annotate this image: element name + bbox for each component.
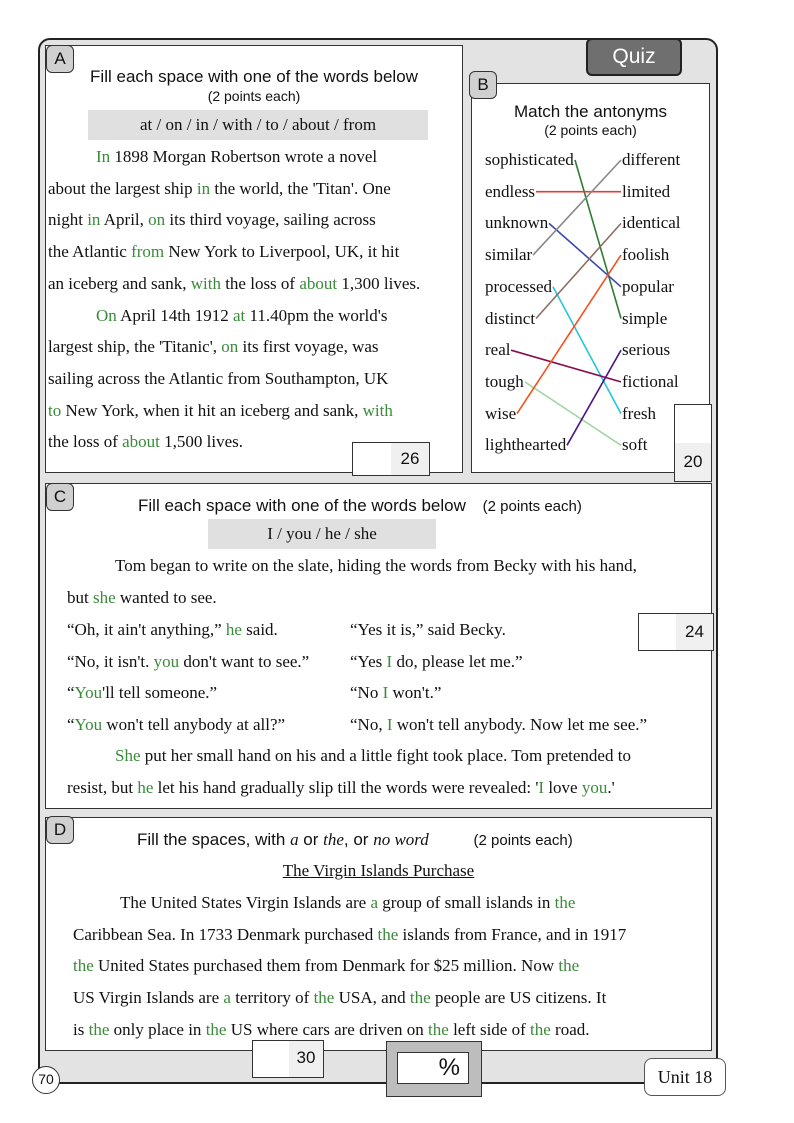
filled-answer[interactable]: at — [232, 305, 246, 325]
passage-line — [96, 147, 377, 167]
score-points: 26 — [391, 443, 429, 475]
text-segment: put her small hand on his and a little fight took place. Tom pretended to — [140, 746, 631, 765]
filled-answer[interactable]: I — [382, 683, 389, 703]
filled-answer[interactable]: You — [74, 715, 103, 735]
score-points: 24 — [676, 614, 713, 650]
text-segment: April, — [100, 210, 149, 230]
story-line — [115, 556, 637, 576]
antonym-left-word[interactable]: unknown — [485, 213, 549, 233]
text-segment: but — [67, 588, 93, 607]
filled-answer[interactable]: In — [96, 147, 111, 166]
score-answer-field[interactable] — [353, 443, 392, 475]
antonym-right-word[interactable]: popular — [622, 276, 674, 296]
filled-answer[interactable]: I — [538, 778, 545, 797]
text-segment: “ — [67, 715, 75, 735]
section-a-word-bank: at / on / in / with / to / about / from — [88, 110, 428, 140]
text-segment: territory of — [230, 988, 314, 1008]
text-segment: only place in — [109, 1019, 206, 1039]
filled-answer[interactable]: On — [96, 305, 117, 325]
score-answer-field[interactable] — [253, 1041, 290, 1077]
text-segment: “ — [67, 683, 75, 703]
text-segment: love — [544, 778, 582, 797]
text-segment: United States purchased them from Denmark for $25 million. Now — [93, 956, 559, 976]
section-d-title — [137, 830, 573, 850]
antonym-left-word[interactable]: wise — [485, 403, 517, 423]
filled-answer[interactable]: you — [581, 778, 608, 797]
text-segment: about the largest ship — [48, 178, 197, 198]
text-segment: US where cars are driven on — [226, 1019, 429, 1039]
filled-answer[interactable]: a — [370, 893, 379, 912]
filled-answer[interactable]: the — [409, 988, 431, 1008]
antonym-left-word[interactable]: similar — [485, 245, 533, 265]
text-segment: USA, and — [334, 988, 410, 1008]
dialog-line-right — [350, 715, 647, 735]
text-segment: an iceberg and sank, — [48, 273, 191, 293]
antonym-left-word[interactable]: real — [485, 340, 511, 360]
text-segment: “No, — [350, 715, 387, 735]
filled-answer[interactable]: the — [428, 1019, 449, 1039]
antonym-right-word[interactable]: limited — [622, 181, 671, 201]
percent-box — [386, 1041, 482, 1097]
title-word-the: the — [323, 830, 344, 849]
text-segment: wanted to see. — [115, 588, 217, 607]
passage-line — [96, 306, 387, 326]
text-segment: .' — [607, 778, 615, 797]
text-segment: won't tell anybody at all?” — [102, 715, 286, 735]
section-c-points: (2 points each) — [482, 498, 582, 515]
antonym-right-word[interactable]: different — [622, 150, 681, 169]
filled-answer[interactable]: the — [530, 1019, 551, 1039]
text-segment: sailing across the Atlantic from Southampton, UK — [48, 368, 389, 388]
passage-line — [73, 956, 579, 976]
section-d-score-box — [252, 1040, 324, 1078]
text-segment: New York to Liverpool, UK, it hit — [164, 242, 400, 262]
antonym-right-word[interactable]: identical — [622, 213, 681, 233]
filled-answer[interactable]: about — [122, 432, 160, 452]
section-c — [45, 483, 712, 809]
text-segment: is — [73, 1019, 89, 1039]
story-line — [115, 746, 631, 766]
section-b-title: Match the antonyms — [513, 102, 668, 121]
section-c-title — [138, 496, 582, 516]
filled-answer[interactable]: with — [362, 400, 393, 420]
text-segment: resist, but — [67, 778, 138, 797]
text-segment: won't.” — [388, 683, 442, 703]
antonym-match-line — [511, 350, 621, 382]
passage-line — [48, 274, 420, 294]
text-segment: 1898 Morgan Robertson wrote a novel — [110, 147, 378, 166]
text-segment: islands from France, and in 1917 — [398, 924, 627, 944]
title-word-a: a — [290, 830, 299, 849]
filled-answer[interactable]: the — [313, 988, 335, 1008]
text-segment: the Atlantic — [48, 242, 132, 262]
filled-answer[interactable]: from — [131, 242, 165, 262]
passage-line — [48, 432, 243, 452]
section-d-subtitle: The Virgin Islands Purchase — [282, 861, 475, 880]
antonym-right-word[interactable]: simple — [622, 308, 668, 328]
filled-answer[interactable]: on — [148, 210, 166, 230]
text-segment: US Virgin Islands are — [73, 988, 224, 1008]
filled-answer[interactable]: the — [558, 956, 580, 976]
section-d-title-text: Fill the spaces, with — [137, 830, 291, 849]
filled-answer[interactable]: he — [137, 778, 154, 797]
score-points: 30 — [289, 1041, 323, 1077]
antonym-left-word[interactable]: processed — [485, 276, 553, 296]
antonym-right-word[interactable]: fresh — [622, 403, 656, 423]
text-segment: its third voyage, sailing across — [165, 210, 376, 230]
text-segment: “Yes — [350, 651, 387, 671]
text-segment: 1,300 lives. — [337, 273, 421, 293]
section-a — [45, 45, 463, 473]
text-segment: the loss of — [48, 432, 123, 452]
passage-line — [120, 893, 575, 913]
dialog-line-right — [350, 652, 523, 672]
filled-answer[interactable]: in — [87, 210, 101, 230]
text-segment: 11.40pm the world's — [245, 305, 388, 325]
filled-answer[interactable]: the — [205, 1019, 227, 1039]
text-segment: do, please let me.” — [392, 651, 523, 671]
filled-answer[interactable]: to — [48, 400, 62, 420]
dialog-line-left — [67, 715, 285, 735]
filled-answer[interactable]: on — [221, 337, 239, 357]
antonym-left-word[interactable]: sophisticated — [485, 150, 574, 169]
text-segment: April 14th 1912 — [116, 305, 233, 325]
antonym-left-word[interactable]: tough — [485, 371, 524, 391]
text-segment: said. — [241, 620, 278, 639]
text-segment: “No, it isn't. — [67, 651, 154, 671]
text-segment: Tom began to write on the slate, hiding the words from Becky with his hand, — [115, 556, 637, 575]
percent-sign: % — [438, 1054, 460, 1081]
section-c-word-bank: I / you / he / she — [208, 519, 436, 549]
text-segment: night — [48, 210, 88, 230]
text-segment: “Yes it is,” said Becky. — [350, 620, 506, 639]
passage-line — [48, 242, 399, 262]
section-c-tag: C — [46, 483, 74, 511]
text-segment: largest ship, the 'Titanic', — [48, 337, 222, 357]
passage-line — [48, 210, 376, 230]
story-line — [67, 778, 615, 798]
antonym-right-word[interactable]: foolish — [622, 245, 670, 265]
text-segment: The United States Virgin Islands are — [120, 893, 371, 912]
text-segment: its first voyage, was — [238, 337, 379, 357]
text-segment: the loss of — [220, 273, 300, 293]
score-answer-field[interactable] — [639, 614, 677, 650]
title-no-word: no word — [373, 830, 429, 849]
antonym-match-line — [549, 223, 621, 286]
filled-answer[interactable]: the — [377, 924, 399, 944]
unit-label: Unit 18 — [644, 1058, 726, 1096]
filled-answer[interactable]: he — [225, 620, 242, 639]
text-segment: group of small islands in — [378, 893, 555, 912]
filled-answer[interactable]: I — [386, 651, 393, 671]
passage-line — [73, 988, 606, 1008]
filled-answer[interactable]: the — [73, 956, 94, 976]
filled-answer[interactable]: about — [299, 273, 338, 293]
antonym-left-word[interactable]: endless — [485, 181, 536, 201]
text-segment: New York, when it hit an iceberg and sank, — [61, 400, 363, 420]
text-segment: Caribbean Sea. In 1733 Denmark purchased — [73, 924, 378, 944]
section-b-points: (2 points each) — [544, 122, 637, 138]
text-segment: people are US citizens. It — [430, 988, 607, 1008]
text-segment: left side of — [448, 1019, 531, 1039]
quiz-badge: Quiz — [586, 38, 682, 76]
section-a-tag: A — [46, 45, 74, 73]
score-points: 20 — [675, 443, 711, 481]
section-a-score-box — [352, 442, 430, 476]
filled-answer[interactable]: the — [88, 1019, 110, 1039]
section-d — [45, 817, 712, 1051]
section-b-tag: B — [469, 71, 497, 99]
text-segment: 'll tell someone.” — [102, 683, 218, 703]
antonym-left-word[interactable]: distinct — [485, 308, 536, 328]
section-c-score-box — [638, 613, 714, 651]
antonym-right-word[interactable]: fictional — [622, 371, 679, 391]
filled-answer[interactable]: in — [196, 178, 211, 198]
antonym-right-word[interactable]: soft — [622, 435, 648, 455]
score-answer-field[interactable] — [675, 405, 711, 444]
antonym-left-word[interactable]: lighthearted — [485, 435, 567, 455]
passage-line — [73, 925, 626, 945]
section-c-title-text: Fill each space with one of the words below — [138, 496, 466, 515]
dialog-line-left — [67, 683, 217, 703]
passage-line — [48, 179, 391, 199]
section-d-points: (2 points each) — [473, 832, 573, 849]
passage-line — [48, 401, 393, 421]
dialog-line-right — [350, 620, 506, 640]
section-d-tag: D — [46, 816, 74, 844]
text-segment: road. — [550, 1019, 590, 1039]
text-segment: won't tell anybody. Now let me see.” — [392, 715, 648, 735]
title-or: or — [298, 830, 324, 849]
filled-answer[interactable]: she — [92, 588, 116, 607]
dialog-line-left — [67, 620, 278, 640]
text-segment: 1,500 lives. — [159, 432, 244, 452]
section-a-title: Fill each space with one of the words below — [90, 67, 418, 86]
filled-answer[interactable]: the — [554, 893, 576, 912]
text-segment: “Oh, it ain't anything,” — [67, 620, 226, 639]
story-line — [67, 588, 217, 608]
passage-line — [48, 337, 379, 357]
section-a-points: (2 points each) — [207, 88, 301, 104]
text-segment: let his hand gradually slip till the words were revealed: ' — [153, 778, 539, 797]
page-number: 70 — [32, 1066, 60, 1094]
passage-line — [73, 1020, 590, 1040]
text-segment: don't want to see.” — [179, 651, 310, 671]
filled-answer[interactable]: I — [386, 715, 393, 735]
filled-answer[interactable]: You — [74, 683, 103, 703]
dialog-line-left — [67, 652, 309, 672]
percent-field[interactable] — [397, 1052, 469, 1084]
section-b — [471, 83, 710, 473]
text-segment: the world, the 'Titan'. One — [210, 178, 391, 198]
passage-line — [48, 369, 388, 389]
antonym-match-line — [533, 160, 621, 255]
text-segment: “No — [350, 683, 383, 703]
title-or: , or — [343, 830, 374, 849]
section-b-score-box — [674, 404, 712, 482]
filled-answer[interactable]: a — [223, 988, 231, 1008]
antonym-right-word[interactable]: serious — [622, 340, 671, 360]
filled-answer[interactable]: with — [190, 273, 221, 293]
filled-answer[interactable]: She — [115, 746, 141, 765]
dialog-line-right — [350, 683, 441, 703]
filled-answer[interactable]: you — [153, 651, 180, 671]
